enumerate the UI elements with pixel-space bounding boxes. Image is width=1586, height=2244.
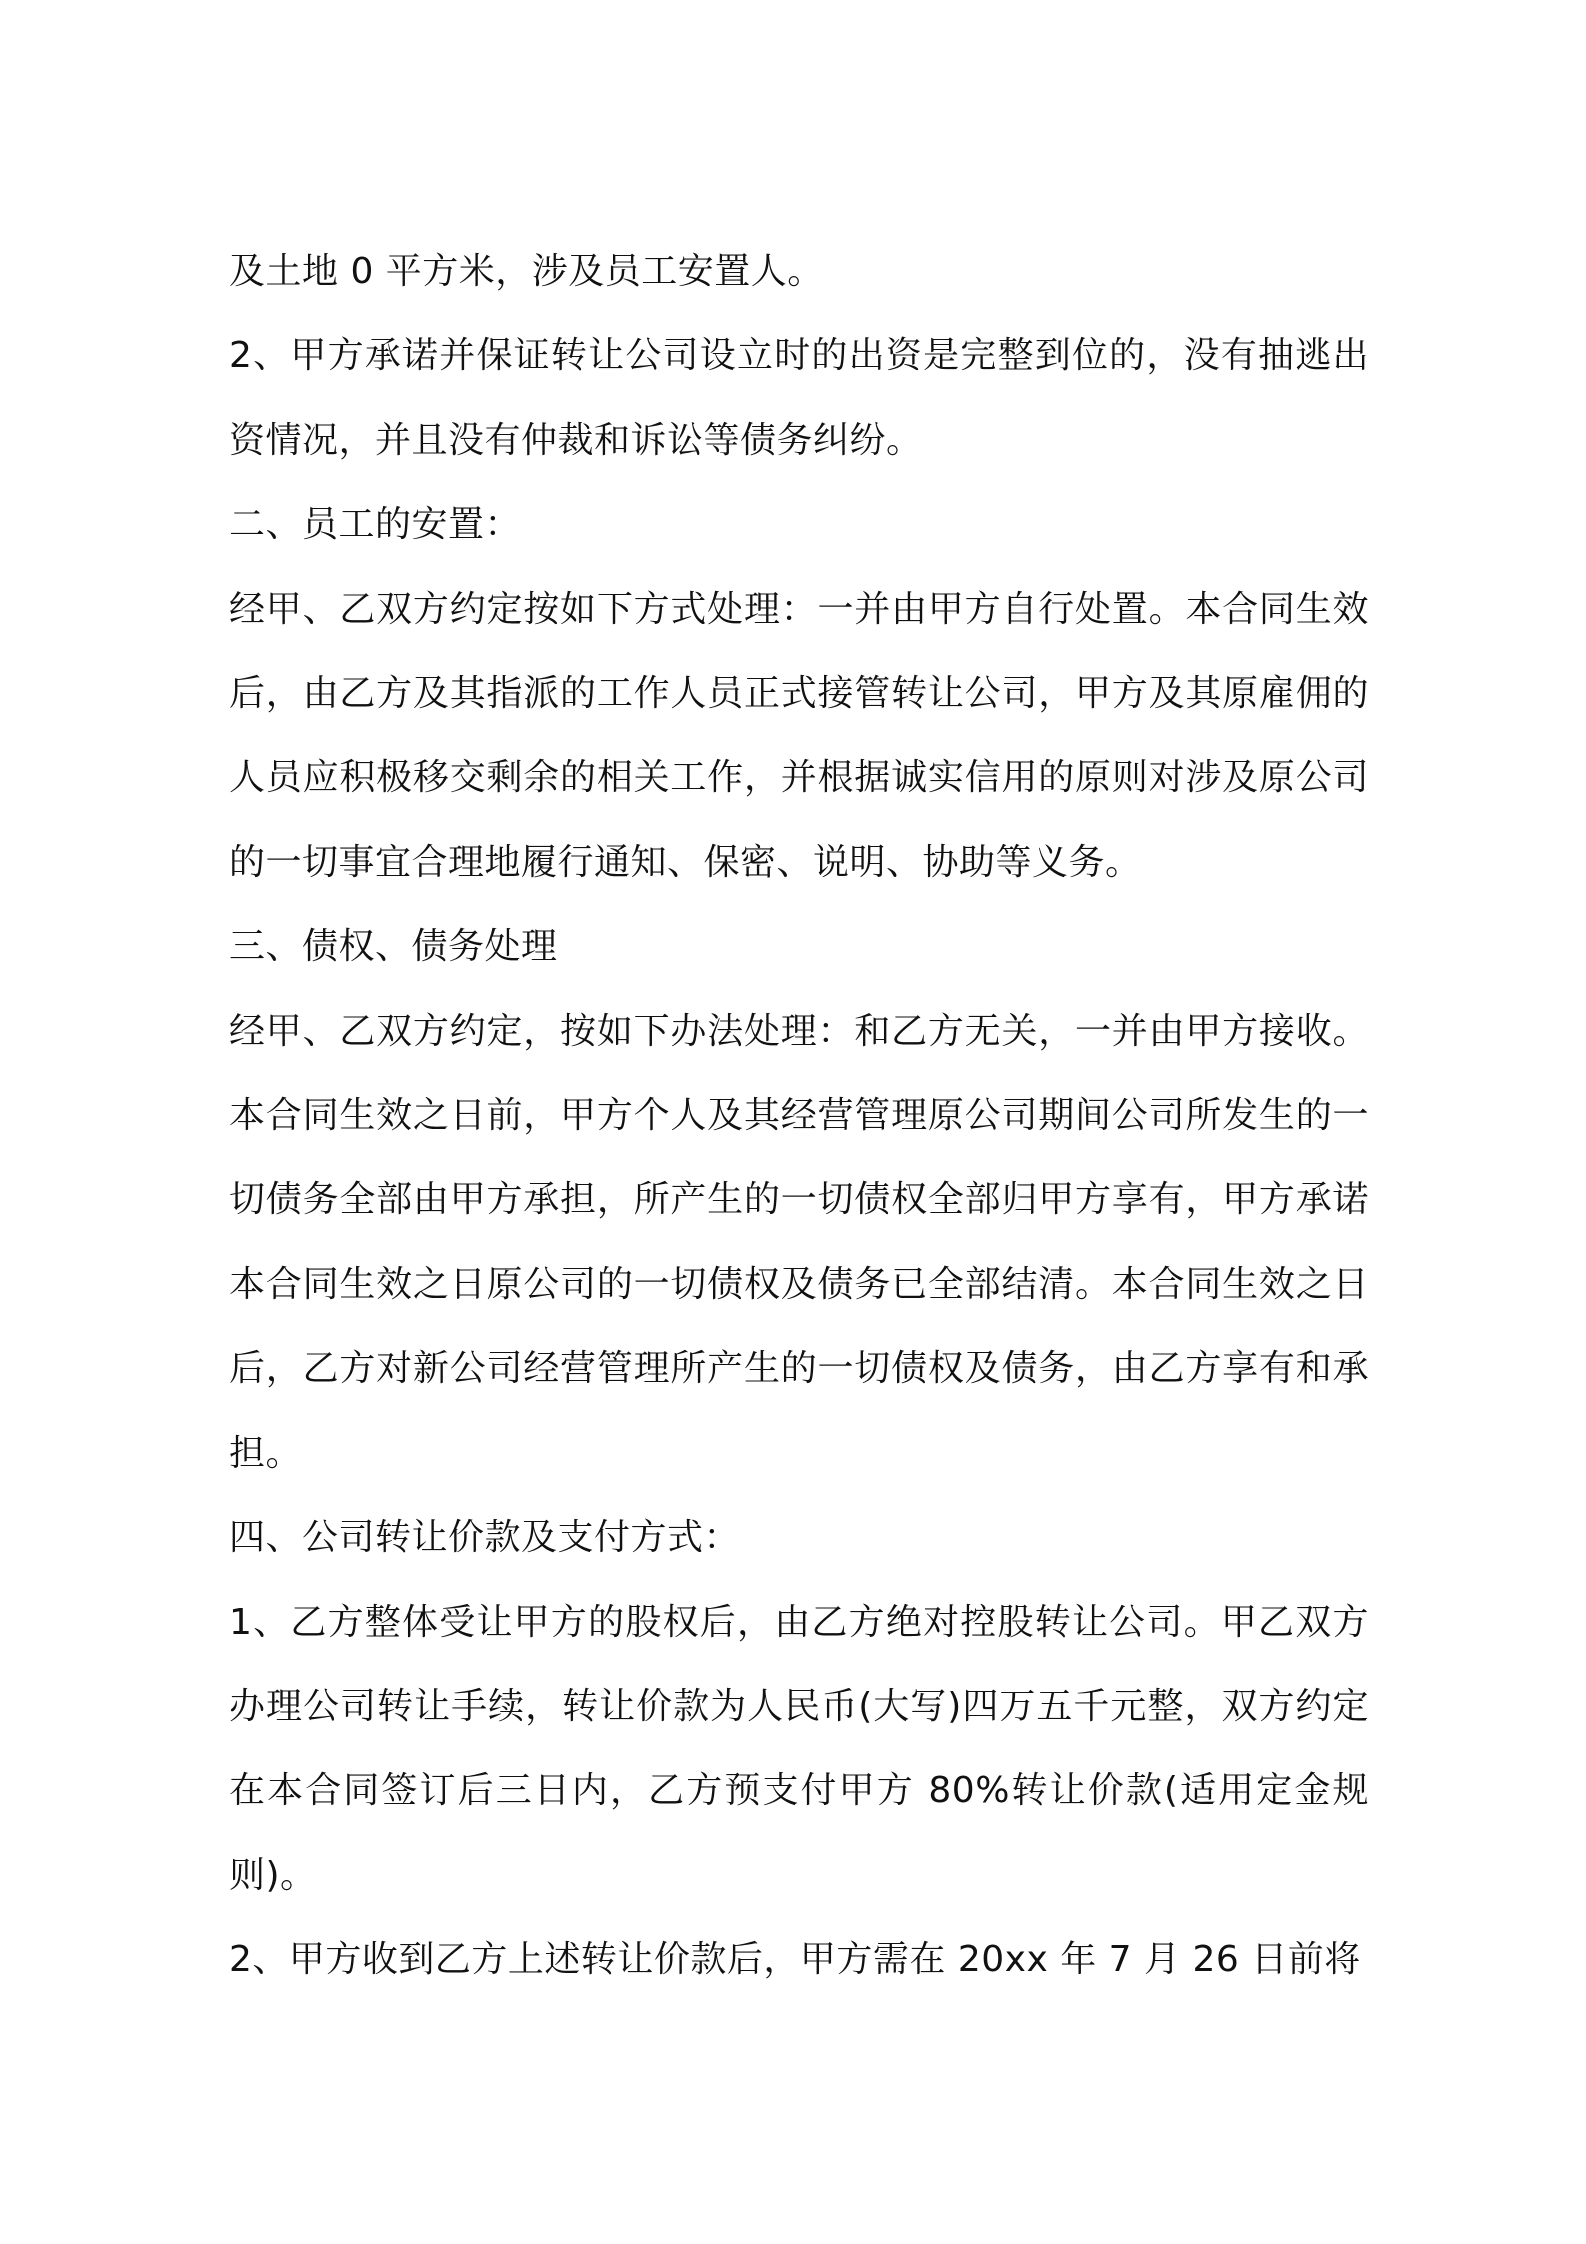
- section-heading-payment: 四、公司转让价款及支付方式：: [229, 1517, 741, 1559]
- document-body: [229, 230, 1369, 2003]
- section-heading-debts: 三、债权、债务处理: [229, 926, 558, 968]
- paragraph-debt-handling: 经甲、乙双方约定，按如下办法处理：和乙方无关，一并由甲方接收。本合同生效之日前，甲方个人及其经营管理原公司期间公司所发生的一切债务全部由甲方承担，所产生的一切债权全部归甲方享有，甲方承诺本合同生效之日原公司的一切债权及债务已全部结清。本合同生效之日后，乙方对新公司经营管理所产生的一切债权及债务，由乙方享有和承担。: [229, 1010, 1369, 1474]
- paragraph-land-area: 及土地 0 平方米，涉及员工安置人。: [229, 251, 824, 292]
- section-heading-employees: 二、员工的安置：: [229, 504, 522, 546]
- paragraph-transfer-deadline: 2、甲方收到乙方上述转让价款后，甲方需在 20xx 年 7 月 26 日前将: [229, 1939, 1361, 1981]
- paragraph-payment-terms: 1、乙方整体受让甲方的股权后，由乙方绝对控股转让公司。甲乙双方办理公司转让手续，转让价款为人民币(大写)四万五千元整，双方约定在本合同签订后三日内，乙方预支付甲方 80%转让价款(适用定金规则)。: [229, 1601, 1369, 1896]
- paragraph-employee-arrangement: 经甲、乙双方约定按如下方式处理：一并由甲方自行处置。本合同生效后，由乙方及其指派的工作人员正式接管转让公司，甲方及其原雇佣的人员应积极移交剩余的相关工作，并根据诚实信用的原则对涉及原公司的一切事宜合理地履行通知、保密、说明、协助等义务。: [229, 588, 1369, 883]
- paragraph-capital-guarantee: 2、甲方承诺并保证转让公司设立时的出资是完整到位的，没有抽逃出资情况，并且没有仲裁和诉讼等债务纠纷。: [229, 335, 1369, 461]
